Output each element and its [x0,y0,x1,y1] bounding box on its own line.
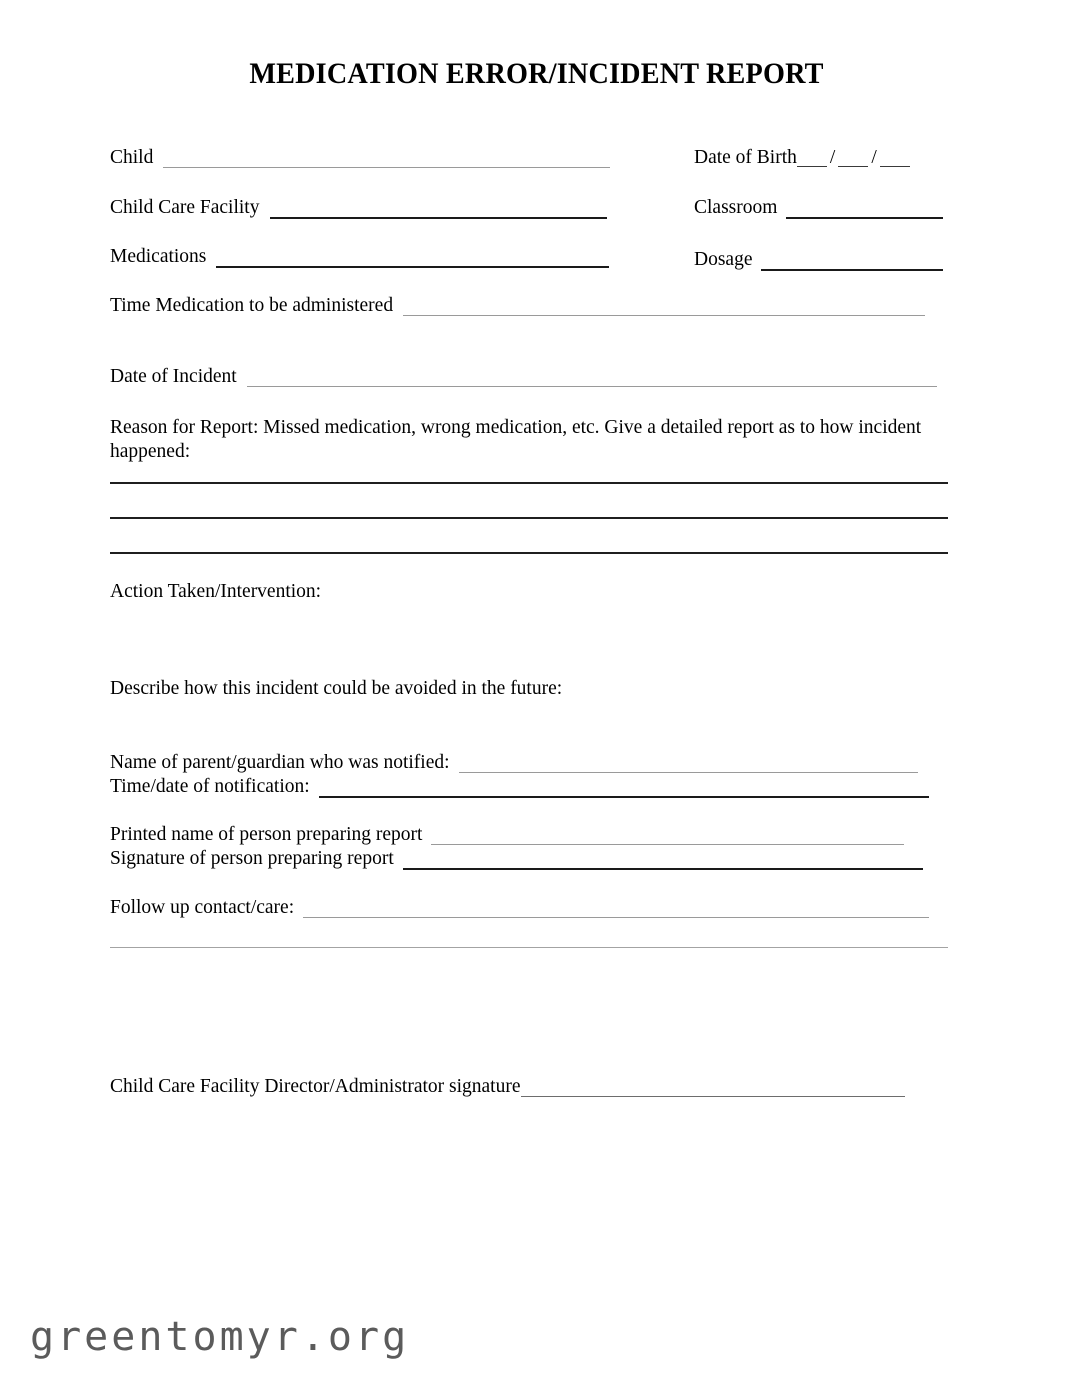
field-label-dosage: Dosage [694,249,753,270]
field-label-medications: Medications [110,246,207,267]
field-time-medication [110,295,925,317]
field-label-time-date-notification: Time/date of notification: [110,776,310,797]
field-describe-avoided [110,678,562,700]
field-label-child: Child [110,147,154,168]
field-label-date-of-birth: Date of Birth [694,147,797,168]
follow-up-writing-line-2[interactable] [110,947,948,948]
field-label-date-of-incident: Date of Incident [110,366,237,387]
field-director-signature [110,1076,905,1098]
field-parent-notified [110,752,918,774]
field-label-classroom: Classroom [694,197,778,218]
field-child [110,147,610,169]
reason-writing-line-3[interactable] [110,552,948,554]
page-title: MEDICATION ERROR/INCIDENT REPORT [249,57,824,90]
field-label-director-signature: Child Care Facility Director/Administrator signature [110,1076,521,1097]
field-input-date-of-birth[interactable] [797,147,910,169]
field-action-taken [110,581,321,603]
field-date-of-birth [694,147,910,169]
dob-separator-2: / [871,147,877,168]
field-classroom [694,197,943,219]
field-label-follow-up: Follow up contact/care: [110,897,295,918]
field-follow-up [110,897,929,919]
field-label-action-taken: Action Taken/Intervention: [110,581,322,602]
field-printed-name [110,824,904,846]
field-label-describe-avoided: Describe how this incident could be avoided in the future: [110,678,563,699]
field-child-care-facility [110,197,607,219]
field-signature-preparer [110,848,923,870]
field-dosage [694,249,943,271]
field-label-time-medication: Time Medication to be administered [110,295,394,316]
field-label-printed-name: Printed name of person preparing report [110,824,423,845]
dob-separator-1: / [829,147,836,168]
site-watermark: greentomyr.org [30,1314,410,1360]
field-label-signature-preparer: Signature of person preparing report [110,848,394,869]
field-time-date-notification [110,776,929,798]
reason-writing-line-1[interactable] [110,482,948,484]
field-date-of-incident [110,366,937,388]
field-medications [110,246,609,268]
field-label-parent-notified: Name of parent/guardian who was notified: [110,752,450,773]
field-label-reason-for-report: Reason for Report: Missed medication, wrong medication, etc. Give a detailed report as to how incident happened: [110,417,922,462]
field-label-child-care-facility: Child Care Facility [110,197,260,218]
reason-writing-line-2[interactable] [110,517,948,519]
